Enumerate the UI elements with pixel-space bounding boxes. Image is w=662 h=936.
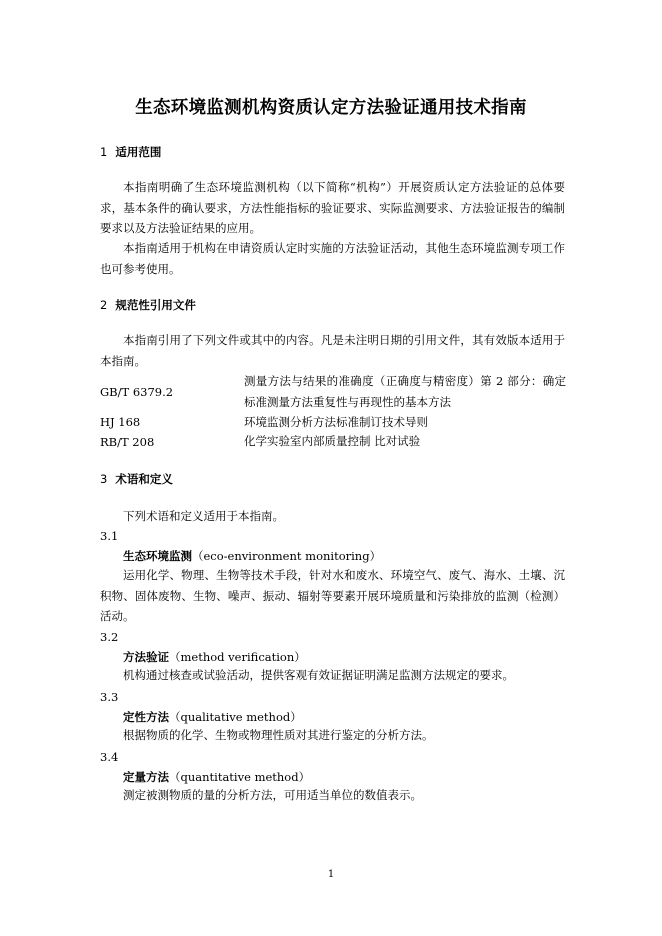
- section-number: 3: [100, 472, 108, 486]
- section-2-heading: [100, 297, 196, 313]
- section-title: 适用范围: [115, 145, 162, 159]
- section-1-paragraph: 本指南适用于机构在申请资质认定时实施的方法验证活动，其他生态环境监测专项工作也可参考使用。: [100, 241, 565, 276]
- term-number: 3.1: [100, 529, 119, 543]
- page-number: 1: [327, 869, 335, 880]
- term-definition: 运用化学、物理、生物等技术手段，针对水和废水、环境空气、废气、海水、土壤、沉积物、固体废物、生物、噪声、振动、辐射等要素开展环境质量和污染排放的监测（检测）活动。: [100, 568, 565, 623]
- term-name-en: （quantitative method）: [169, 770, 311, 784]
- reference-title: 化学实验室内部质量控制 比对试验: [244, 434, 421, 448]
- term-heading: [123, 548, 381, 564]
- term-name-en: （qualitative method）: [169, 710, 302, 724]
- section-2-intro: 本指南引用了下列文件或其中的内容。凡是未注明日期的引用文件，其有效版本适用于本指南。: [100, 333, 565, 368]
- term-name-zh: 定量方法: [123, 770, 169, 784]
- term-definition: 根据物质的化学、生物或物理性质对其进行鉴定的分析方法。: [123, 728, 434, 742]
- section-number: 2: [100, 298, 108, 312]
- section-title: 规范性引用文件: [115, 298, 196, 312]
- term-heading: [123, 649, 306, 665]
- term-definition: 机构通过核查或试验活动，提供客观有效证据证明满足监测方法规定的要求。: [123, 668, 514, 682]
- document-title: 生态环境监测机构资质认定方法验证通用技术指南: [135, 98, 527, 118]
- section-1-paragraph: 本指南明确了生态环境监测机构（以下简称“机构”）开展资质认定方法验证的总体要求，基本条件的确认要求，方法性能指标的验证要求、实际监测要求、方法验证报告的编制要求以及方法验证结果的应用。: [100, 180, 565, 235]
- section-3-heading: [100, 471, 173, 487]
- term-heading: [123, 769, 310, 785]
- term-name-zh: 生态环境监测: [123, 549, 192, 563]
- term-definition: 测定被测物质的量的分析方法，可用适当单位的数值表示。: [123, 788, 422, 802]
- term-name-zh: 定性方法: [123, 710, 169, 724]
- section-number: 1: [100, 145, 108, 159]
- term-heading: [123, 709, 302, 725]
- term-name-en: （eco-environment monitoring）: [192, 549, 382, 563]
- reference-code: RB/T 208: [100, 435, 155, 449]
- term-name-en: （method verification）: [169, 650, 306, 664]
- section-3-intro: 下列术语和定义适用于本指南。: [123, 509, 284, 523]
- section-1-heading: [100, 144, 161, 160]
- reference-code: HJ 168: [100, 415, 141, 429]
- term-number: 3.3: [100, 690, 119, 704]
- section-title: 术语和定义: [115, 472, 173, 486]
- reference-title: 环境监测分析方法标准制订技术导则: [244, 415, 428, 429]
- term-name-zh: 方法验证: [123, 650, 169, 664]
- reference-code: GB/T 6379.2: [100, 385, 174, 399]
- reference-title: 测量方法与结果的准确度（正确度与精密度）第 2 部分：确定标准测量方法重复性与再现性的基本方法: [244, 374, 566, 409]
- term-number: 3.2: [100, 630, 119, 644]
- term-number: 3.4: [100, 750, 119, 764]
